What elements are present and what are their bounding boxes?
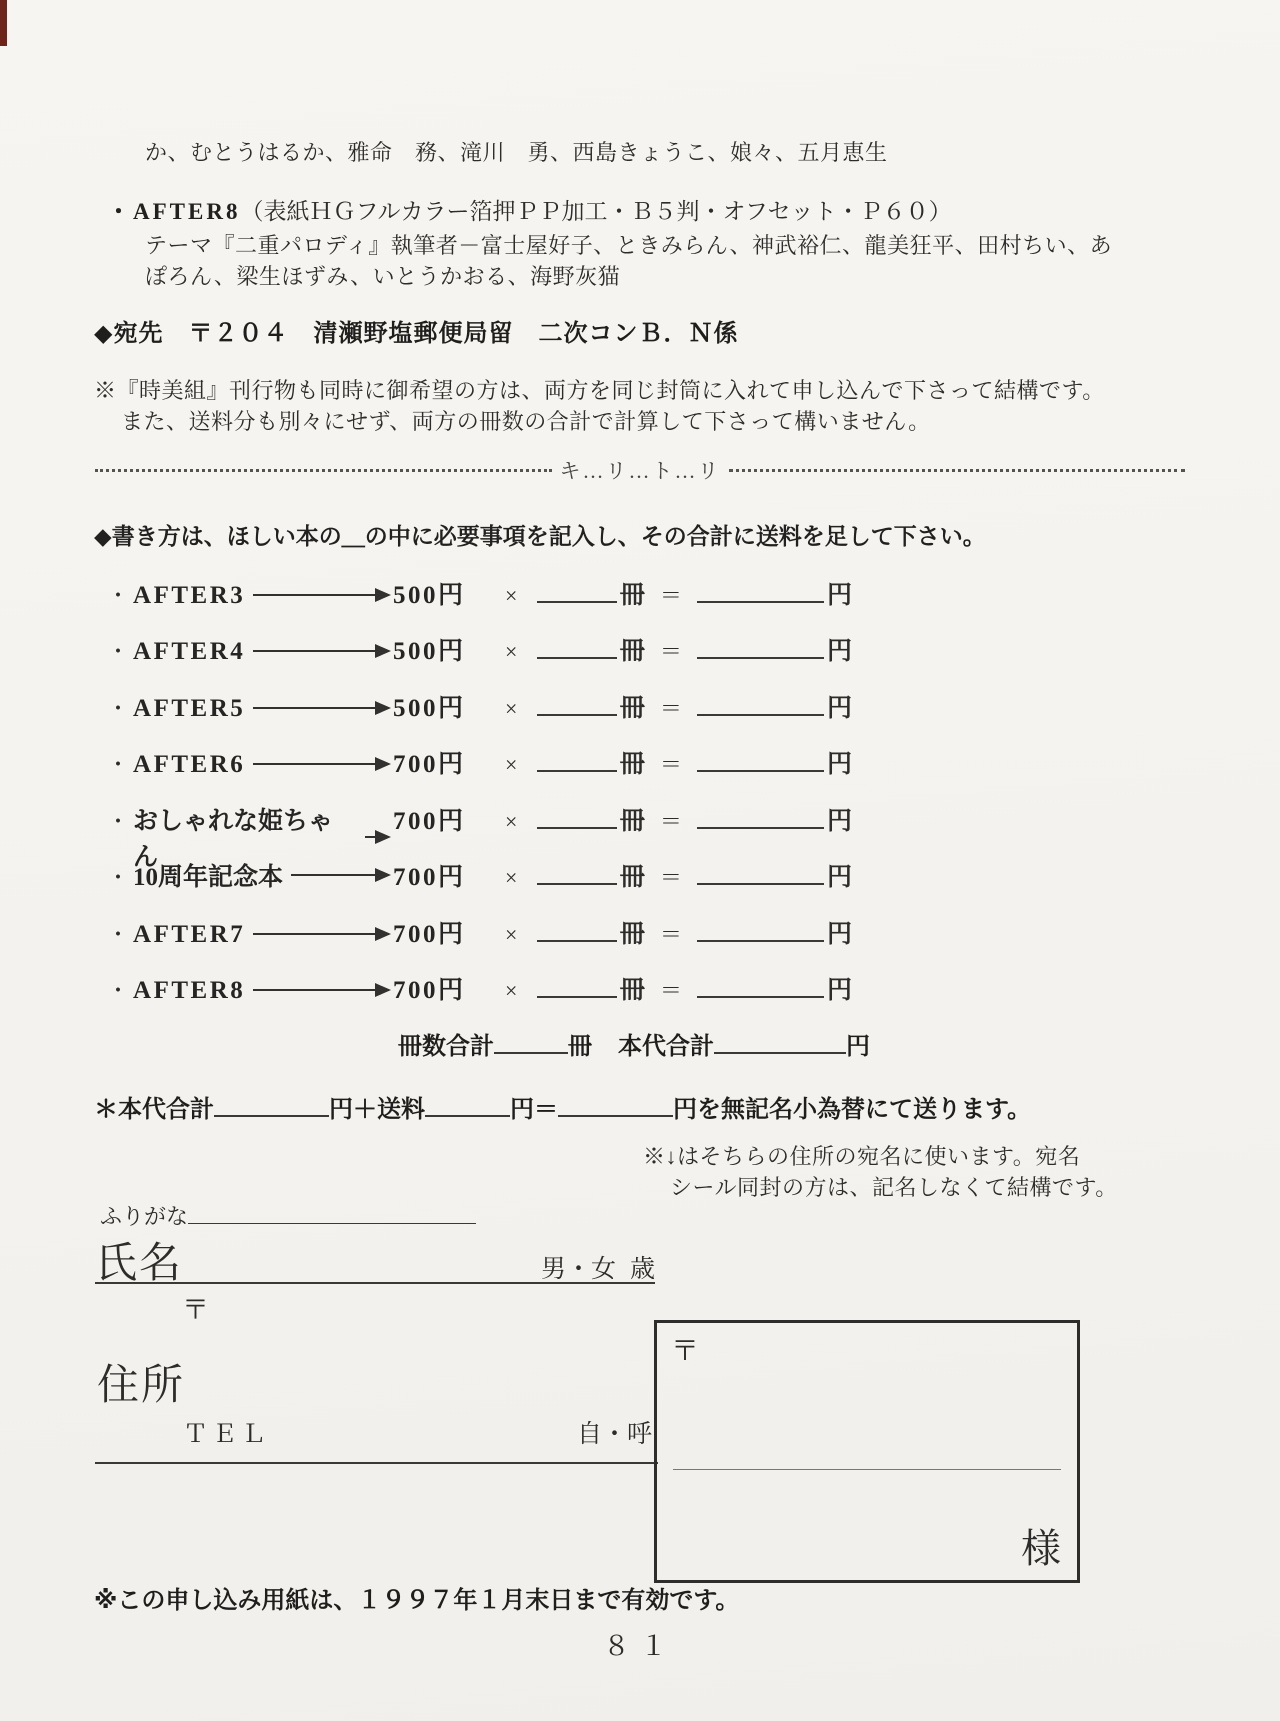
row-bullet: ・ [107,978,130,1003]
yen-unit: 円 [826,977,852,1004]
furigana-row [100,1200,476,1231]
yen-unit: 円 [826,921,852,948]
book-price: 500円 [393,582,466,609]
multiply-sign: × [505,922,518,947]
book-title: AFTER3 [133,582,246,609]
multiply-sign: × [505,865,518,890]
furigana-label: ふりがな [100,1204,189,1229]
row-bullet: ・ [107,696,130,721]
books-unit: 冊 [619,808,645,835]
arrow-line [253,933,389,935]
payment-part1: ＊本代合計 [94,1096,214,1123]
multiply-sign: × [505,809,518,834]
quantity-blank [537,883,616,885]
tel-note: 自・呼 [576,1421,652,1448]
name-row [95,1230,655,1287]
cut-line-label: キ…リ…ト…リ [559,459,721,483]
equals-sign: ＝ [659,639,682,664]
books-total-unit: 冊 [568,1033,592,1060]
books-total-blank [494,1052,568,1054]
row-bullet: ・ [107,583,130,608]
row-bullet: ・ [107,809,130,834]
authors-continuation-line: か、むとうはるか、雅命 務、滝川 勇、西島きょうこ、娘々、五月恵生 [145,140,888,165]
order-row [107,970,852,1004]
totals-line [398,1026,870,1061]
subtotal-blank [697,827,824,829]
book-price: 500円 [393,695,466,722]
destination-line: ◆宛先 〒２０４ 清瀬野塩郵便局留 二次コンＢ．Ｎ係 [94,320,739,347]
equals-sign: ＝ [659,583,682,608]
quantity-blank [537,827,616,829]
order-row [107,688,852,722]
row-bullet: ・ [107,865,130,890]
gender-label: 男・女 [540,1256,616,1283]
books-unit: 冊 [619,751,645,778]
book-title: 10周年記念本 [133,864,284,891]
book-price: 700円 [393,864,466,891]
order-row [107,744,852,778]
addressee-note-line1: ※↓はそちらの住所の宛名に使います。宛名 [643,1144,1081,1169]
order-row [107,857,852,891]
order-row [107,631,852,665]
price-total-label: 本代合計 [618,1033,714,1060]
equals-sign: ＝ [659,696,682,721]
arrow-line [253,650,389,652]
books-unit: 冊 [619,864,645,891]
yen-unit: 円 [826,582,852,609]
arrow-line [365,836,389,838]
box-postal-mark: 〒 [671,1336,700,1367]
payment-blank1 [214,1115,329,1117]
after8-theme-line2: ぽろん、梁生ほずみ、いとうかおる、海野灰猫 [145,264,621,289]
furigana-blank [188,1223,476,1225]
payment-line [94,1089,1031,1124]
books-unit: 冊 [619,582,645,609]
cut-line [95,455,1185,485]
tel-label: ＴＥＬ [183,1421,271,1448]
subtotal-blank [697,714,824,716]
equals-sign: ＝ [659,865,682,890]
book-price: 700円 [393,921,466,948]
arrow-line [253,989,389,991]
multiply-sign: × [505,583,518,608]
quantity-blank [537,996,616,998]
combined-order-note-line1: ※『時美組』刊行物も同時に御希望の方は、両方を同じ封筒に入れて申し込んで下さって結構です。 [94,378,1105,403]
subtotal-blank [697,657,824,659]
book-title: AFTER5 [133,695,246,722]
quantity-blank [537,601,616,603]
book-price: 700円 [393,977,466,1004]
equals-sign: ＝ [659,809,682,834]
row-bullet: ・ [107,752,130,777]
row-bullet: ・ [107,639,130,664]
book-title: おしゃれな姫ちゃん [133,808,334,871]
address-label: 住所 [97,1363,186,1409]
payment-blank2 [425,1115,510,1117]
arrow-line [253,763,389,765]
arrow-line [291,874,389,876]
box-divider-line [673,1469,1061,1470]
cut-line-dots-left [95,469,552,472]
book-title: AFTER4 [133,638,246,665]
subtotal-blank [697,940,824,942]
yen-unit: 円 [826,695,852,722]
yen-unit: 円 [826,751,852,778]
price-total-blank [714,1052,846,1054]
subtotal-blank [697,883,824,885]
yen-unit: 円 [826,808,852,835]
name-label: 氏名 [95,1241,184,1287]
payment-blank3 [558,1115,673,1117]
multiply-sign: × [505,639,518,664]
payment-part3: 円＝ [510,1096,558,1123]
equals-sign: ＝ [659,978,682,1003]
addressee-note-line2: シール同封の方は、記名しなくて結構です。 [670,1175,1118,1200]
page-number: ８１ [603,1631,677,1661]
books-unit: 冊 [619,921,645,948]
multiply-sign: × [505,978,518,1003]
payment-part2: 円＋送料 [329,1096,425,1123]
scan-artifact [0,0,7,46]
subtotal-blank [697,770,824,772]
yen-unit: 円 [826,864,852,891]
books-unit: 冊 [619,695,645,722]
book-title: AFTER6 [133,751,246,778]
age-label: 歳 [629,1256,655,1283]
cut-line-dots-right [729,469,1186,472]
order-instruction: ◆書き方は、ほしい本の＿の中に必要事項を記入し、その合計に送料を足して下さい。 [94,524,986,549]
order-row [107,575,852,609]
book-title: AFTER7 [133,921,246,948]
multiply-sign: × [505,696,518,721]
yen-unit: 円 [826,638,852,665]
tel-row [95,1414,658,1464]
equals-sign: ＝ [659,752,682,777]
order-row [107,801,852,871]
after8-theme-line1: テーマ『二重パロディ』執筆者－富士屋好子、ときみらん、神武裕仁、龍美狂平、田村ちい、あ [145,233,1113,258]
books-total-label: 冊数合計 [398,1033,494,1060]
book-price: 500円 [393,638,466,665]
after8-spec: （表紙ＨＧフルカラー箔押ＰＰ加工・Ｂ５判・オフセット・Ｐ６０） [240,199,952,224]
book-title: AFTER8 [133,977,246,1004]
quantity-blank [537,714,616,716]
books-unit: 冊 [619,977,645,1004]
arrow-line [253,594,389,596]
books-unit: 冊 [619,638,645,665]
subtotal-blank [697,601,824,603]
equals-sign: ＝ [659,922,682,947]
multiply-sign: × [505,752,518,777]
quantity-blank [537,770,616,772]
price-total-unit: 円 [846,1033,870,1060]
box-honorific: 様 [1021,1526,1061,1571]
validity-note: ※この申し込み用紙は、１９９７年１月末日まで有効です。 [94,1587,740,1614]
book-price: 700円 [393,751,466,778]
combined-order-note-line2: また、送料分も別々にせず、両方の冊数の合計で計算して下さって構いません。 [121,409,931,434]
arrow-line [253,707,389,709]
row-bullet: ・ [107,922,130,947]
after8-title: ・AFTER8 [107,199,241,224]
quantity-blank [537,657,616,659]
quantity-blank [537,940,616,942]
addressee-box [654,1320,1080,1583]
postal-mark: 〒 [182,1295,209,1325]
subtotal-blank [697,996,824,998]
order-row [107,914,852,948]
payment-part4: 円を無記名小為替にて送ります。 [673,1096,1032,1123]
book-price: 700円 [393,808,466,835]
